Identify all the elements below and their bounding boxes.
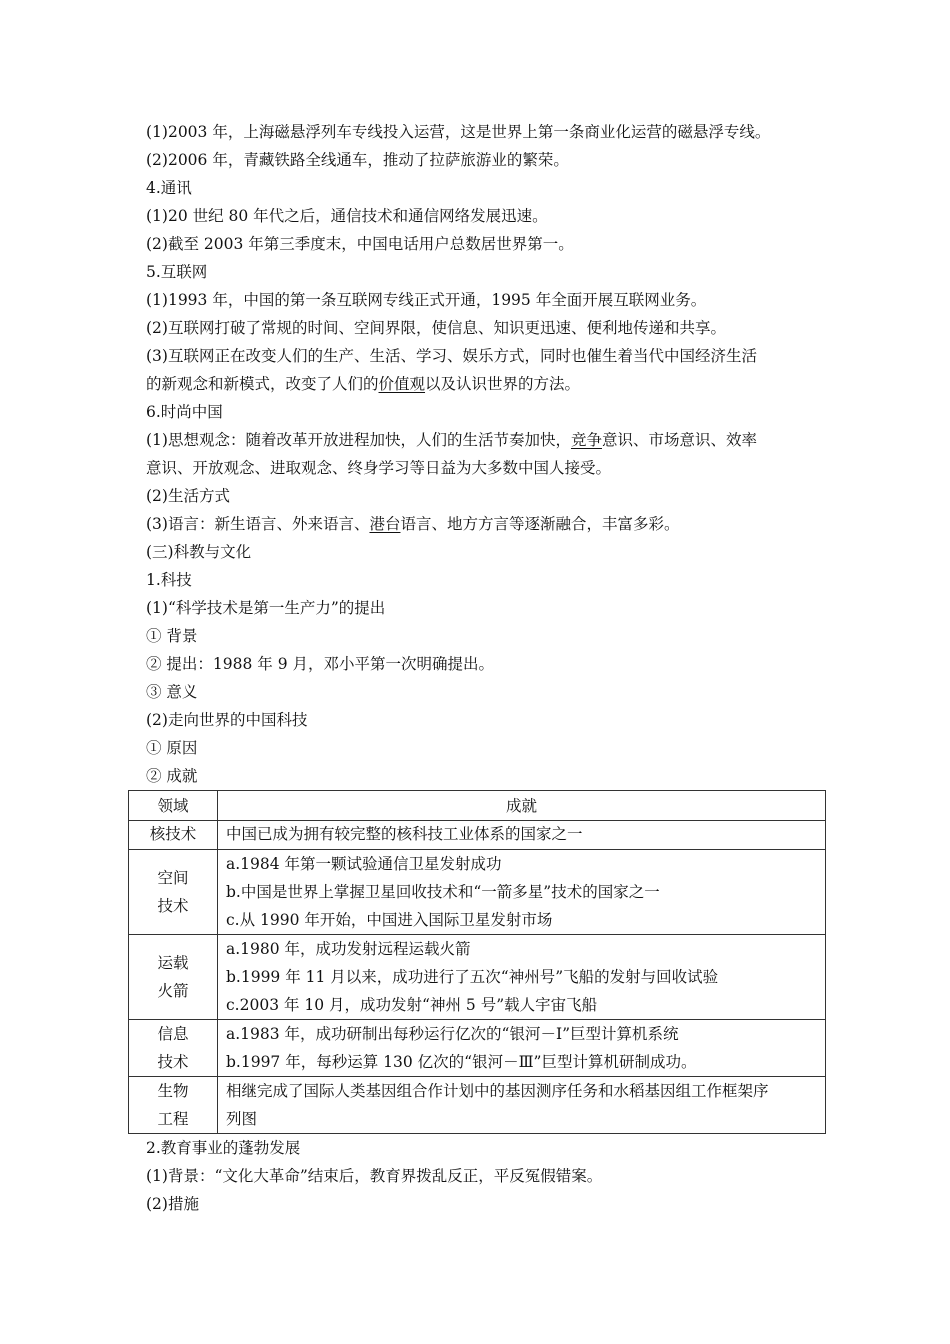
text-segment: (3)语言：新生语言、外来语言、 — [146, 515, 370, 533]
table-row — [129, 821, 826, 850]
text-line: (1)2003 年，上海磁悬浮列车专线投入运营，这是世界上第一条商业化运营的磁悬浮专线。 — [146, 123, 771, 141]
text-line: (2)截至 2003 年第三季度末，中国电话用户总数居世界第一。 — [146, 235, 574, 253]
achievement-item: a.1984 年第一颗试验通信卫星发射成功 — [226, 855, 502, 873]
text-line: (1)背景：“文化大革命”结束后，教育界拨乱反正，平反冤假错案。 — [146, 1167, 603, 1185]
text-segment: 的新观念和新模式，改变了人们的 — [146, 375, 379, 393]
text-line: (2)生活方式 — [146, 487, 230, 505]
text-line: (2)互联网打破了常规的时间、空间界限，使信息、知识更迅速、便利地传递和共享。 — [146, 319, 726, 337]
achievement-item: b.1997 年，每秒运算 130 亿次的“银河－Ⅲ”巨型计算机研制成功。 — [226, 1053, 697, 1071]
text-line: (2)措施 — [146, 1195, 199, 1213]
field-cell — [129, 1020, 218, 1077]
achievement-item: 相继完成了国际人类基因组合作计划中的基因测序任务和水稻基因组工作框架序 — [226, 1082, 769, 1100]
text-line — [146, 370, 826, 398]
achievement-item: b.1999 年 11 月以来，成功进行了五次“神州号”飞船的发射与回收试验 — [226, 968, 719, 986]
section-heading: 4.通讯 — [146, 179, 192, 197]
text-line: (3)互联网正在改变人们的生产、生活、学习、娱乐方式，同时也催生着当代中国经济生活 — [146, 347, 757, 365]
text-segment: 以及认识世界的方法。 — [425, 375, 581, 393]
text-line: (2)走向世界的中国科技 — [146, 711, 308, 729]
text-line: ② 提出：1988 年 9 月，邓小平第一次明确提出。 — [146, 655, 495, 673]
header-field: 领域 — [129, 791, 218, 821]
achievement-cell — [218, 935, 826, 1020]
field-cell — [129, 1077, 218, 1134]
achievement-item: c.2003 年 10 月，成功发射“神州 5 号”载人宇宙飞船 — [226, 996, 598, 1014]
achievements-table — [128, 790, 826, 1134]
text-line: (2)2006 年，青藏铁路全线通车，推动了拉萨旅游业的繁荣。 — [146, 151, 569, 169]
document-body — [146, 118, 826, 1218]
field-cell — [129, 935, 218, 1020]
text-segment: (1)思想观念：随着改革开放进程加快，人们的生活节奏加快， — [146, 431, 571, 449]
field-cell: 核技术 — [129, 821, 218, 850]
table-row — [129, 1020, 826, 1077]
text-line — [146, 426, 826, 454]
field-line: 空间 — [157, 869, 189, 887]
field-line: 火箭 — [157, 982, 189, 1000]
achievement-item: c.从 1990 年开始，中国进入国际卫星发射市场 — [226, 911, 553, 929]
text-segment: 意识、市场意识、效率 — [601, 431, 757, 449]
section-heading: (三)科教与文化 — [146, 543, 252, 561]
section-heading: 6.时尚中国 — [146, 403, 223, 421]
underlined-term: 竞争 — [570, 431, 602, 449]
achievement-item: a.1980 年，成功发射远程运载火箭 — [226, 940, 471, 958]
text-line: ① 原因 — [146, 739, 198, 757]
achievement-cell — [218, 821, 826, 850]
field-line: 生物 — [157, 1082, 189, 1100]
field-line: 运载 — [157, 954, 189, 972]
achievement-item: 列图 — [226, 1110, 258, 1128]
table-header-row — [129, 791, 826, 821]
text-segment: 语言、地方方言等逐渐融合，丰富多彩。 — [400, 515, 680, 533]
field-line: 信息 — [157, 1025, 189, 1043]
field-line: 技术 — [157, 897, 189, 915]
text-line: (1)1993 年，中国的第一条互联网专线正式开通，1995 年全面开展互联网业务。 — [146, 291, 707, 309]
achievement-item: a.1983 年，成功研制出每秒运行亿次的“银河－Ⅰ”巨型计算机系统 — [226, 1025, 679, 1043]
text-line: 意识、开放观念、进取观念、终身学习等日益为大多数中国人接受。 — [146, 459, 612, 477]
section-heading: 5.互联网 — [146, 263, 208, 281]
field-line: 工程 — [157, 1110, 189, 1128]
achievement-cell — [218, 1020, 826, 1077]
achievement-item: b.中国是世界上掌握卫星回收技术和“一箭多星”技术的国家之一 — [226, 883, 660, 901]
text-line — [146, 510, 826, 538]
achievement-cell — [218, 850, 826, 935]
section-heading: 1.科技 — [146, 571, 192, 589]
text-line: ③ 意义 — [146, 683, 198, 701]
field-line: 技术 — [157, 1053, 189, 1071]
text-line: ① 背景 — [146, 627, 198, 645]
underlined-term: 港台 — [369, 515, 401, 533]
table-row — [129, 1077, 826, 1134]
achievement-cell — [218, 1077, 826, 1134]
table-row — [129, 935, 826, 1020]
text-line: (1)20 世纪 80 年代之后，通信技术和通信网络发展迅速。 — [146, 207, 548, 225]
field-cell — [129, 850, 218, 935]
table-row — [129, 850, 826, 935]
achievement-item: 中国已成为拥有较完整的核科技工业体系的国家之一 — [226, 825, 583, 843]
header-achievements: 成就 — [218, 791, 826, 821]
underlined-term: 价值观 — [378, 375, 426, 393]
text-line: ② 成就 — [146, 767, 198, 785]
text-line: (1)“科学技术是第一生产力”的提出 — [146, 599, 386, 617]
section-heading: 2.教育事业的蓬勃发展 — [146, 1139, 301, 1157]
